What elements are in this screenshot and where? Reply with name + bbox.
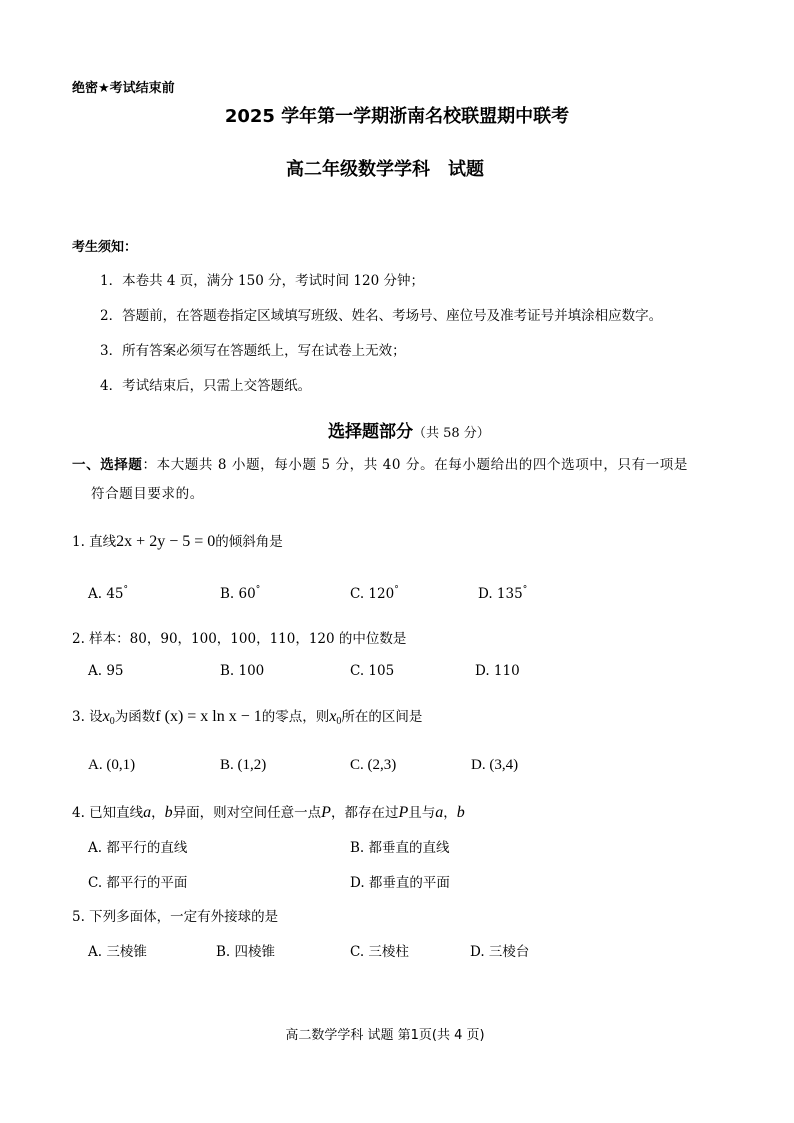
instruction-item: 2．答题前，在答题卷指定区域填写班级、姓名、考场号、座位号及准考证号并填涂相应数字。	[100, 308, 663, 324]
question-2: 2. 样本：80，90，100，100，110，120 的中位数是	[72, 631, 407, 647]
q5-option-c: C. 三棱柱	[350, 944, 409, 960]
q5-option-a: A. 三棱锥	[88, 944, 147, 960]
q3-option-c: C. (2,3)	[350, 757, 397, 773]
section-heading	[328, 417, 490, 442]
q1-option-a: A. 45°	[88, 585, 129, 602]
part1-desc: ：本大题共 8 小题，每小题 5 分，共 40 分。在每小题给出的四个选项中，只有一项是	[142, 457, 689, 473]
instruction-item: 1．本卷共 4 页，满分 150 分，考试时间 120 分钟；	[100, 273, 424, 289]
q5-option-d: D. 三棱台	[470, 944, 530, 960]
instruction-item: 3．所有答案必须写在答题纸上，写在试卷上无效；	[100, 343, 406, 359]
q5-option-b: B. 四棱锥	[216, 944, 276, 960]
q1-expr: 2x + 2y − 5 = 0	[116, 533, 216, 550]
section-title: 选择题部分	[328, 422, 413, 442]
exam-subtitle: 高二年级数学学科 试题	[286, 159, 484, 180]
question-1	[72, 530, 283, 551]
q3-option-d: D. (3,4)	[471, 757, 519, 773]
q4-option-c: C. 都平行的平面	[88, 875, 188, 891]
page-footer: 高二数学学科 试题 第1页(共 4 页)	[285, 1028, 485, 1043]
q1-prefix: 1. 直线	[72, 534, 117, 550]
q1-option-d: D. 135°	[478, 585, 528, 602]
q3-func: f (x) = x ln x − 1	[155, 708, 262, 725]
q1-suffix: 的倾斜角是	[215, 534, 283, 550]
q4-option-d: D. 都垂直的平面	[350, 875, 450, 891]
q3-option-a: A. (0,1)	[88, 757, 136, 773]
part1-line2: 符合题目要求的。	[91, 486, 204, 502]
part1-label: 一、选择题	[72, 457, 143, 473]
question-5: 5. 下列多面体，一定有外接球的是	[72, 909, 279, 925]
q2-option-b: B. 100	[220, 663, 265, 679]
q2-option-a: A. 95	[88, 663, 124, 679]
instructions-heading: 考生须知：	[72, 240, 138, 255]
q4-option-b: B. 都垂直的直线	[350, 840, 450, 856]
q1-option-b: B. 60°	[220, 585, 261, 602]
q2-option-c: C. 105	[350, 663, 395, 679]
instruction-item: 4．考试结束后，只需上交答题纸。	[100, 378, 312, 394]
exam-title: 2025 学年第一学期浙南名校联盟期中联考	[224, 106, 570, 127]
q1-option-c: C. 120°	[350, 585, 399, 602]
q3-option-b: B. (1,2)	[220, 757, 267, 773]
q2-option-d: D. 110	[475, 663, 520, 679]
secret-label: 绝密★考试结束前	[72, 81, 175, 96]
part1-line1	[72, 453, 688, 473]
q4-option-a: A. 都平行的直线	[88, 840, 188, 856]
question-4: 4. 已知直线a，b异面，则对空间任意一点P，都存在过P且与a，b	[72, 804, 465, 821]
section-score: （共 58 分）	[413, 426, 490, 441]
question-3: 3. 设$x_0$为函数f (x) = x ln x − 1的零点，则$x_0$所在的区间是	[72, 708, 423, 727]
